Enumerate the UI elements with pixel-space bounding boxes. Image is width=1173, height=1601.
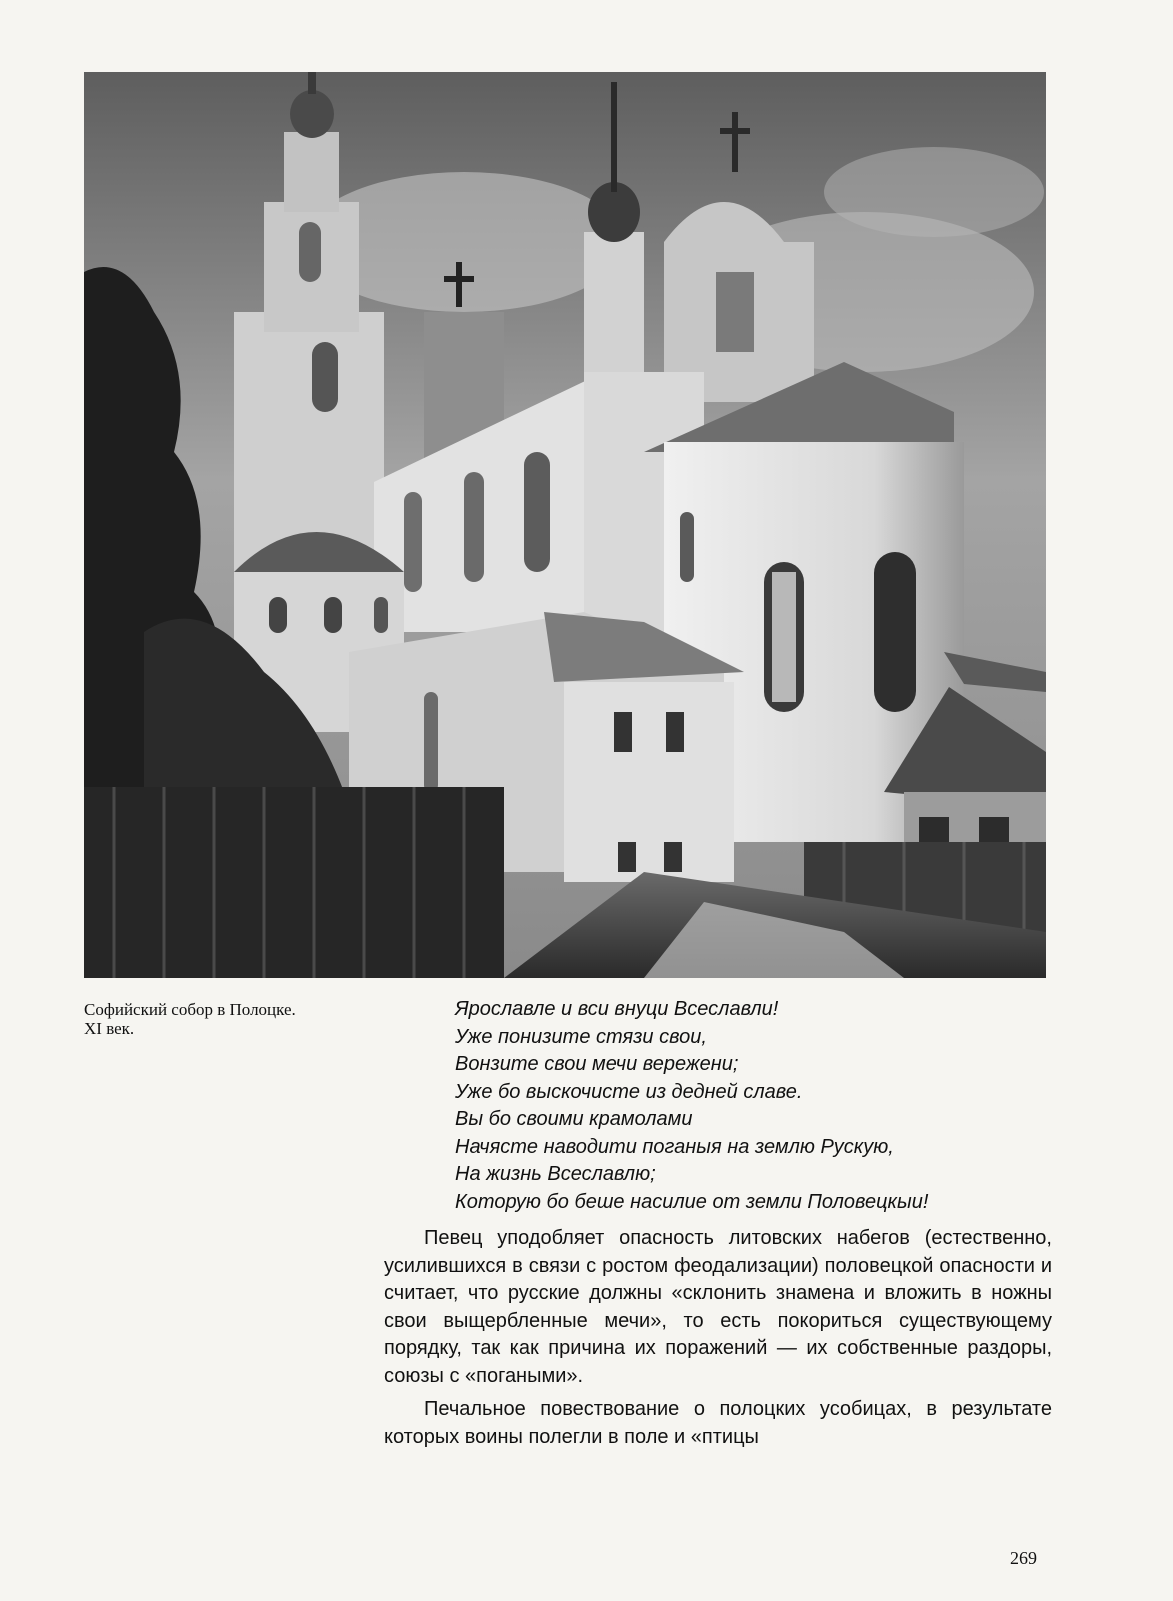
poem-line: Вы бо своими крамолами	[455, 1108, 693, 1130]
poem-line: Ярославле и вси внуци Всеславли!	[455, 998, 779, 1020]
poem-line: На жизнь Всеславлю;	[455, 1163, 656, 1185]
caption-line-2: XI век.	[84, 1019, 135, 1038]
page-number: 269	[1010, 1548, 1037, 1568]
poem-quote	[455, 996, 1065, 1216]
poem-line: Которую бо беше насилие от земли Половецкыи!	[455, 1190, 929, 1213]
body-text	[384, 1225, 1052, 1457]
poem-line: Уже понизите стязи свои,	[455, 1025, 707, 1048]
cathedral-photo	[84, 72, 1046, 978]
caption-line-1: Софийский собор в Полоцке.	[84, 1000, 296, 1019]
poem-line: Уже бо выскочисте из дедней славе.	[455, 1080, 803, 1103]
paragraph-1: Певец уподобляет опасность литовских набегов (естественно, усилившихся в связи с ростом феодализации) половецкой опасности и считает, что русские должны «склонить знамена и вложить в ножны свои выщербленные мечи», то есть покориться существующему порядку, так как причина их поражений — их собственные раздоры, союзы с «погаными».	[384, 1227, 1052, 1387]
paragraph-2: Печальное повествование о полоцких усобицах, в результате которых воины полегли в поле и «птицы	[384, 1398, 1052, 1448]
poem-line: Вонзите свои мечи вережени;	[455, 1053, 739, 1075]
poem-line: Начясте наводити поганыя на землю Рускую,	[455, 1135, 894, 1158]
photo-caption	[84, 1000, 384, 1038]
